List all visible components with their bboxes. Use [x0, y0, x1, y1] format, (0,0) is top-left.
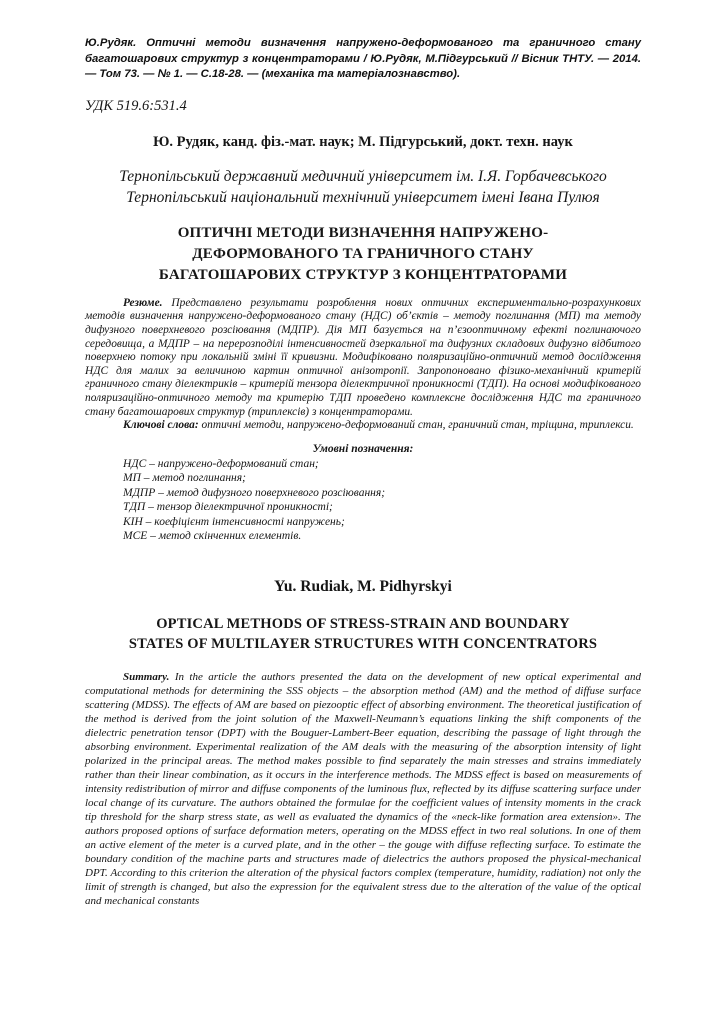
notation-item: ТДП – тензор діелектричної проникності; [123, 501, 333, 514]
title-ukrainian-line: ОПТИЧНІ МЕТОДИ ВИЗНАЧЕННЯ НАПРУЖЕНО- [177, 224, 549, 241]
notation-item: НДС – напружено-деформований стан; [123, 457, 319, 470]
summary-label: Summary. [123, 670, 170, 683]
keywords-text: оптичні методи, напружено-деформований стан, граничний стан, тріщина, триплекси. [201, 419, 634, 432]
keywords-label: Ключові слова: [123, 419, 199, 432]
affiliation-line: Тернопільський національний технічний університет імені Івана Пулюя [126, 188, 600, 206]
title-english [85, 614, 641, 654]
abstract-text: Представлено результати розроблення нових оптичних експериментально-розрахункових методів визначення напружено-деформованого стану (НДС) об’єктів – методу поглинання (МП) та методу дифузного поверхневого розсіювання (МДПР). Дія МП базується на п’єзооптичному ефекті поглинаючого середовища, а МДПР – на перерозподілі інтенсивностей дзеркальної та дифузних складових дифузно відбитого поверхнею потоку при локальній зміні її кривизни. Модифіковано поляризаційно-оптичний метод дослідження НДС для малих за величиною картин оптичної анізотропії. Запропоновано фізико-механічний критерій граничного стану діелектриків – критерій тензора діелектричної проникності (ТДП). На основі модифікованого поляризаційно-оптичного методу та критерію ТДП проведено комплексне дослідження НДС та граничного стану багатошарових структур (триплексів) з концентраторами. [85, 296, 641, 418]
notation-item: МДПР – метод дифузного поверхневого розсіювання; [123, 486, 386, 499]
page-content [85, 36, 641, 908]
abstract-paragraph [85, 297, 641, 419]
udc-code: УДК 519.6:531.4 [85, 97, 187, 114]
notation-item: МСЕ – метод скінченних елементів. [123, 530, 302, 543]
title-ukrainian-line: ДЕФОРМОВАНОГО ТА ГРАНИЧНОГО СТАНУ [192, 245, 534, 262]
title-english-line: STATES OF MULTILAYER STRUCTURES WITH CONCENTRATORS [128, 635, 598, 652]
summary-text: In the article the authors presented the data on the development of new optical experimental and computational methods for determining the SSS objects – the absorption method (AM) and the method of diffuse surface scattering (MDSS). The effects of AM are based on piezooptic effect of absorbing environment. The theoretical justification of the method is derived from the joint solution of the Maxwell-Neumann’s equations linking the shift components of the dielectric penetration tensor (DPT) with the Bouguer-Lambert-Beer equation, describing the passage of light through the absorbing environment. Experimental realization of the AM deals with the measuring of the absorption intensity of light polarized in the principal areas. The method makes possible to find separately the main stresses and strains immediately rather than their linear combination, as it occurs in the interference methods. The MDSS effect is based on measurements of intensity redistribution of mirror and diffuse components of the luminous flux, reflected by its diffuse scattering surface under local change of its curvature. The authors obtained the formulae for the coefficient values of intensity moments in the crack tip threshold for the sharp stress state, as well as evaluated the dynamics of the «neck-like formation area extension». The authors proposed options of surface deformation meters, operating on the MDSS effect in two real solutions. In one of them an active element of the meter is a curved plate, and in the other – the gouge with diffuse reflecting surface. To estimate the boundary condition of the machine parts and structures made of dielectrics the authors proposed the physical-mechanical DPT. According to this criterion the alteration of the physical factors complex (temperature, humidity, radiation) not only the limit of strength is changed, but also the expression for the equivalent stress due to the alteration of the value of the optical and mechanical constants [85, 670, 642, 907]
summary-paragraph [85, 670, 641, 908]
keywords-paragraph [85, 419, 641, 433]
title-ukrainian [85, 223, 641, 286]
affiliations [85, 166, 641, 208]
title-ukrainian-line: БАГАТОШАРОВИХ СТРУКТУР З КОНЦЕНТРАТОРАМИ [158, 266, 568, 283]
notation-list [123, 457, 641, 544]
authors-english: Yu. Rudiak, M. Pidhyrskyi [274, 577, 452, 595]
notation-heading: Умовні позначення: [312, 442, 414, 455]
title-english-line: OPTICAL METHODS OF STRESS-STRAIN AND BOUNDARY [156, 615, 570, 632]
abstract-label: Резюме. [123, 296, 163, 309]
notation-item: МП – метод поглинання; [123, 472, 246, 485]
notation-item: КІН – коефіцієнт інтенсивності напружень; [123, 515, 345, 528]
citation-header: Ю.Рудяк. Оптичні методи визначення напружено-деформованого та граничного стану багатошарових структур з концентраторами / Ю.Рудяк, М.Підгурський // Вісник ТНТУ. — 2014. — Том 73. — № 1. — С.18-28. — (механіка та матеріалознавство). [85, 37, 641, 81]
affiliation-line: Тернопільський державний медичний університет ім. І.Я. Горбачевського [119, 167, 607, 185]
authors-ukrainian: Ю. Рудяк, канд. фіз.-мат. наук; М. Підгурський, докт. техн. наук [153, 133, 573, 150]
